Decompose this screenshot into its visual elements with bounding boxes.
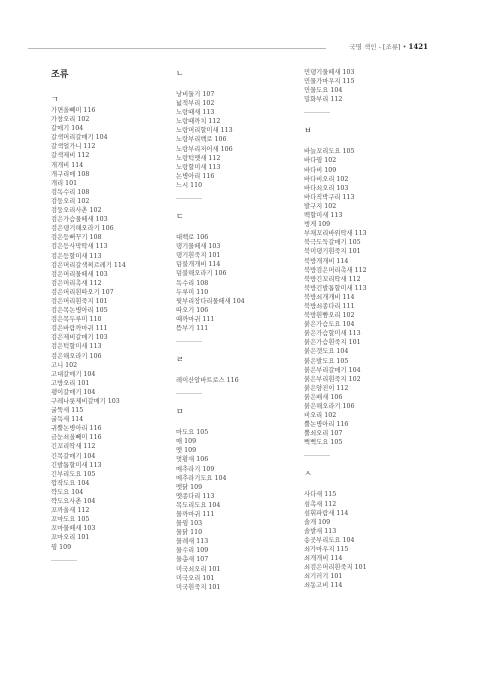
index-entry: 붉은발도요 105 — [304, 357, 349, 365]
index-entry: 뻑뻑도요 105 — [304, 439, 343, 447]
index-entry: 발구지 102 — [304, 202, 337, 210]
index-entry: 구레나룻제비갈매기 103 — [51, 398, 120, 405]
index-entry: 덤불개개비 114 — [176, 261, 221, 269]
index-entry: 벙게 109 — [304, 221, 331, 229]
index-entry: 갈색머리갈매기 104 — [51, 134, 108, 142]
index-entry: 멧닭 109 — [176, 483, 203, 491]
index-entry: 비오리 102 — [304, 412, 337, 420]
index-entry: 북방검은머리촉새 112 — [304, 266, 367, 274]
index-entry: 검둥오리사촌 102 — [51, 207, 102, 215]
section-divider — [304, 455, 330, 468]
index-entry: 꼬마물떼새 103 — [51, 525, 96, 533]
spacer — [304, 137, 434, 147]
index-entry: 민물도요 104 — [304, 87, 343, 95]
letter-heading: ㅅ — [304, 469, 312, 479]
index-entry: 낭비둘기 107 — [176, 91, 215, 98]
header-text — [349, 42, 428, 51]
index-entry: 물총새 107 — [176, 556, 209, 564]
index-entry: 북방흰뺨오리 102 — [304, 312, 355, 320]
running-header — [28, 40, 428, 54]
header-bullet: • — [402, 43, 407, 51]
index-entry: 갈색제비 112 — [51, 152, 90, 160]
index-entry: 개개비 114 — [51, 161, 84, 169]
index-entry: 미국오리 101 — [176, 574, 215, 582]
letter-heading: ㄹ — [176, 355, 184, 365]
index-entry: 물꿩 103 — [176, 520, 203, 528]
spacer — [176, 366, 306, 376]
index-entry: 물수리 109 — [176, 547, 209, 555]
index-entry: 꺅도요 104 — [51, 488, 84, 496]
index-entry: 붉은양진이 112 — [304, 384, 349, 392]
header-rule — [28, 48, 326, 49]
index-entry: 노랑머리할미새 113 — [176, 127, 233, 135]
index-entry: 가창오리 102 — [51, 116, 90, 124]
index-entry: 검둥오리 102 — [51, 197, 90, 205]
page-number: 1421 — [408, 42, 428, 51]
index-entry: 괭이갈매기 104 — [51, 388, 96, 396]
index-entry: 멧 109 — [176, 447, 197, 455]
index-entry: 대백로 106 — [176, 234, 209, 242]
index-entry: 붉은갯도요 104 — [304, 348, 349, 356]
index-entry: 검은목두루미 110 — [51, 316, 102, 324]
index-column-3 — [304, 68, 434, 591]
index-entry: 부채꼬리바위딱새 113 — [304, 230, 367, 238]
index-entry: 꿩 109 — [51, 543, 72, 551]
index-entry: 뒷부리장다리물떼새 104 — [176, 297, 245, 305]
index-entry: 목도리도요 104 — [176, 501, 221, 509]
section-divider — [176, 341, 202, 354]
index-entry: 댕기흰죽지 101 — [176, 252, 221, 260]
section-title: 조류 — [51, 70, 69, 80]
index-entry: 민댕기물떼새 103 — [304, 69, 355, 76]
index-entry: 바다꿩 102 — [304, 157, 337, 165]
index-entry: 레이산알바트로스 116 — [176, 377, 239, 385]
index-column-1 — [51, 68, 181, 573]
index-entry: 느시 110 — [176, 181, 203, 189]
index-entry: 검은등사막딱새 113 — [51, 243, 108, 251]
index-entry: 노랑부리저어새 106 — [176, 145, 233, 153]
index-entry: 바다비 109 — [304, 166, 337, 174]
index-entry: 바늘꼬리도요 105 — [304, 148, 355, 156]
index-entry: 멋황새 106 — [176, 456, 209, 464]
index-entry: 바다쇠오리 103 — [304, 184, 349, 192]
index-entry: 노랑때새 113 — [176, 109, 215, 117]
spacer — [51, 84, 181, 94]
index-entry: 고방오리 101 — [51, 379, 90, 387]
index-entry: 물닭 110 — [176, 529, 203, 537]
section-divider — [176, 198, 202, 211]
index-entry: 미국쇠오리 101 — [176, 565, 221, 573]
index-entry: 긴발톱할미새 113 — [51, 461, 102, 469]
section-divider — [304, 112, 330, 125]
index-entry: 메추라기 109 — [176, 465, 215, 473]
index-entry: 쇠가마우지 115 — [304, 546, 349, 554]
index-entry: 노랑턱멧새 112 — [176, 154, 221, 162]
index-entry: 붉은해오라기 106 — [304, 403, 355, 410]
index-column-2 — [176, 68, 306, 592]
index-entry: 댕기물떼새 103 — [176, 243, 221, 251]
index-entry: 깝작도요 104 — [51, 479, 90, 487]
index-entry: 민물가마우지 115 — [304, 78, 355, 86]
index-entry: 논병아리 116 — [176, 172, 215, 180]
index-entry: 붉은가슴흰죽지 101 — [304, 339, 361, 347]
index-entry: 검은가슴물떼새 103 — [51, 216, 108, 224]
index-entry: 굴독새 114 — [51, 416, 84, 424]
index-entry: 뿔논병아리 116 — [304, 421, 349, 429]
index-entry: 붉은배새 106 — [304, 393, 343, 401]
index-entry: 검은바람까마귀 111 — [51, 325, 108, 333]
index-entry: 바다비오리 102 — [304, 175, 349, 183]
letter-heading: ㄷ — [176, 212, 184, 222]
index-entry: 검은목논병아리 105 — [51, 307, 108, 315]
index-entry: 멧종다리 113 — [176, 492, 215, 500]
index-entry: 쇠검은머리흰죽지 101 — [304, 564, 367, 572]
index-entry: 붉은부리흰죽지 102 — [304, 375, 361, 383]
index-entry: 노랑때까치 112 — [176, 118, 221, 126]
index-entry: 검은턱할미새 113 — [51, 343, 102, 351]
index-entry: 섬휘파람새 114 — [304, 509, 349, 517]
index-entry: 꼬까울새 112 — [51, 507, 90, 515]
index-entry: 송곳부리도요 104 — [304, 536, 355, 544]
index-entry: 붉은가슴할미새 113 — [304, 330, 361, 338]
index-entry: 긴꼬리딱새 112 — [51, 443, 96, 451]
letter-heading: ㅂ — [304, 126, 312, 136]
index-entry: 매 109 — [176, 438, 197, 446]
index-entry: 금눈쇠올빼미 116 — [51, 434, 102, 442]
index-entry: 갈색얼가니 112 — [51, 143, 96, 151]
index-entry: 검은머리갈색찌르레기 114 — [51, 261, 126, 269]
spacer — [176, 223, 306, 233]
index-entry: 북극도둑갈매기 105 — [304, 239, 361, 247]
index-entry: 바다직박구리 113 — [304, 193, 355, 201]
index-entry: 긴목갈매기 104 — [51, 452, 96, 460]
index-entry: 사다새 115 — [304, 491, 337, 499]
spacer — [176, 80, 306, 90]
index-entry: 굴뚝새 115 — [51, 407, 84, 415]
index-entry: 검은등뻐꾸기 108 — [51, 234, 102, 242]
letter-heading: ㄱ — [51, 95, 59, 104]
index-entry: 갈매기 104 — [51, 125, 84, 133]
index-entry: 메추라기도요 104 — [176, 474, 227, 482]
index-entry: 노랑할미새 113 — [176, 163, 221, 171]
index-entry: 때까마귀 111 — [176, 315, 215, 323]
index-entry: 뿔쇠오리 107 — [304, 430, 343, 438]
section-divider — [176, 393, 202, 406]
letter-heading: ㄴ — [176, 69, 184, 78]
index-entry: 쇠동고비 114 — [304, 582, 343, 590]
index-entry: 노랑부리백로 106 — [176, 136, 227, 144]
index-entry: 독수리 108 — [176, 279, 209, 287]
index-entry: 검은머리흰죽지 101 — [51, 297, 108, 305]
index-entry: 붉은가슴도요 104 — [304, 321, 355, 329]
index-entry: 꺅도요사촌 104 — [51, 498, 96, 506]
index-entry: 귀뿔논병아리 116 — [51, 425, 102, 433]
index-entry: 섬촉새 112 — [304, 500, 337, 508]
index-entry: 두루미 110 — [176, 288, 209, 296]
index-entry: 개리 101 — [51, 179, 78, 187]
index-entry: 북방개개비 114 — [304, 257, 349, 265]
letter-heading: ㅁ — [176, 407, 184, 417]
index-entry: 검독수리 108 — [51, 188, 90, 196]
index-entry: 고니 102 — [51, 361, 78, 369]
index-entry: 뜸부기 111 — [176, 324, 209, 332]
index-entry: 마도요 105 — [176, 429, 209, 437]
index-entry: 물레새 113 — [176, 538, 209, 546]
index-entry: 검은등할미새 113 — [51, 252, 102, 260]
index-entry: 쇠기러기 101 — [304, 573, 343, 581]
index-entry: 따오기 106 — [176, 306, 209, 314]
index-entry: 물까마귀 111 — [176, 511, 215, 518]
index-entry: 솔개 109 — [304, 518, 331, 526]
index-entry: 검은머리흰따오기 107 — [51, 288, 114, 296]
index-entry: 검은댕기해오라기 106 — [51, 225, 114, 233]
index-entry: 백할미새 113 — [304, 212, 343, 220]
spacer — [176, 418, 306, 428]
index-entry: 북방긴꼬리딱새 112 — [304, 275, 361, 283]
index-entry: 꼬마오리 101 — [51, 534, 90, 542]
index-entry: 검은제비갈매기 103 — [51, 334, 108, 342]
index-entry: 검은해오라기 106 — [51, 352, 102, 360]
index-entry: 북방쇠종다리 111 — [304, 302, 355, 310]
header-title: 국명 색인 - [조류] — [349, 43, 401, 51]
index-entry: 검은머리촉새 112 — [51, 279, 102, 287]
index-entry: 북방긴발톱할미새 113 — [304, 284, 367, 292]
index-entry: 솔밭새 113 — [304, 527, 337, 535]
index-entry: 가면올빼미 116 — [51, 107, 96, 114]
index-entry: 덤불해오라기 106 — [176, 270, 227, 278]
section-divider — [51, 560, 77, 573]
index-entry: 긴부리도요 105 — [51, 470, 96, 478]
index-entry: 개구리매 108 — [51, 170, 90, 178]
index-entry: 붉은부리갈매기 104 — [304, 366, 361, 374]
index-entry: 북방쇠개개비 114 — [304, 293, 355, 301]
index-entry: 미국흰죽지 101 — [176, 583, 221, 591]
index-entry: 쇠개개비 114 — [304, 555, 343, 563]
spacer — [304, 480, 434, 490]
index-entry: 꼬마도요 105 — [51, 516, 90, 524]
index-entry: 검은머리물떼새 103 — [51, 270, 108, 278]
index-entry: 넓적부리 102 — [176, 100, 215, 108]
index-entry: 북미댕기흰죽지 101 — [304, 248, 361, 256]
index-entry: 밀화부리 112 — [304, 96, 343, 104]
index-entry: 고대갈매기 104 — [51, 370, 96, 378]
